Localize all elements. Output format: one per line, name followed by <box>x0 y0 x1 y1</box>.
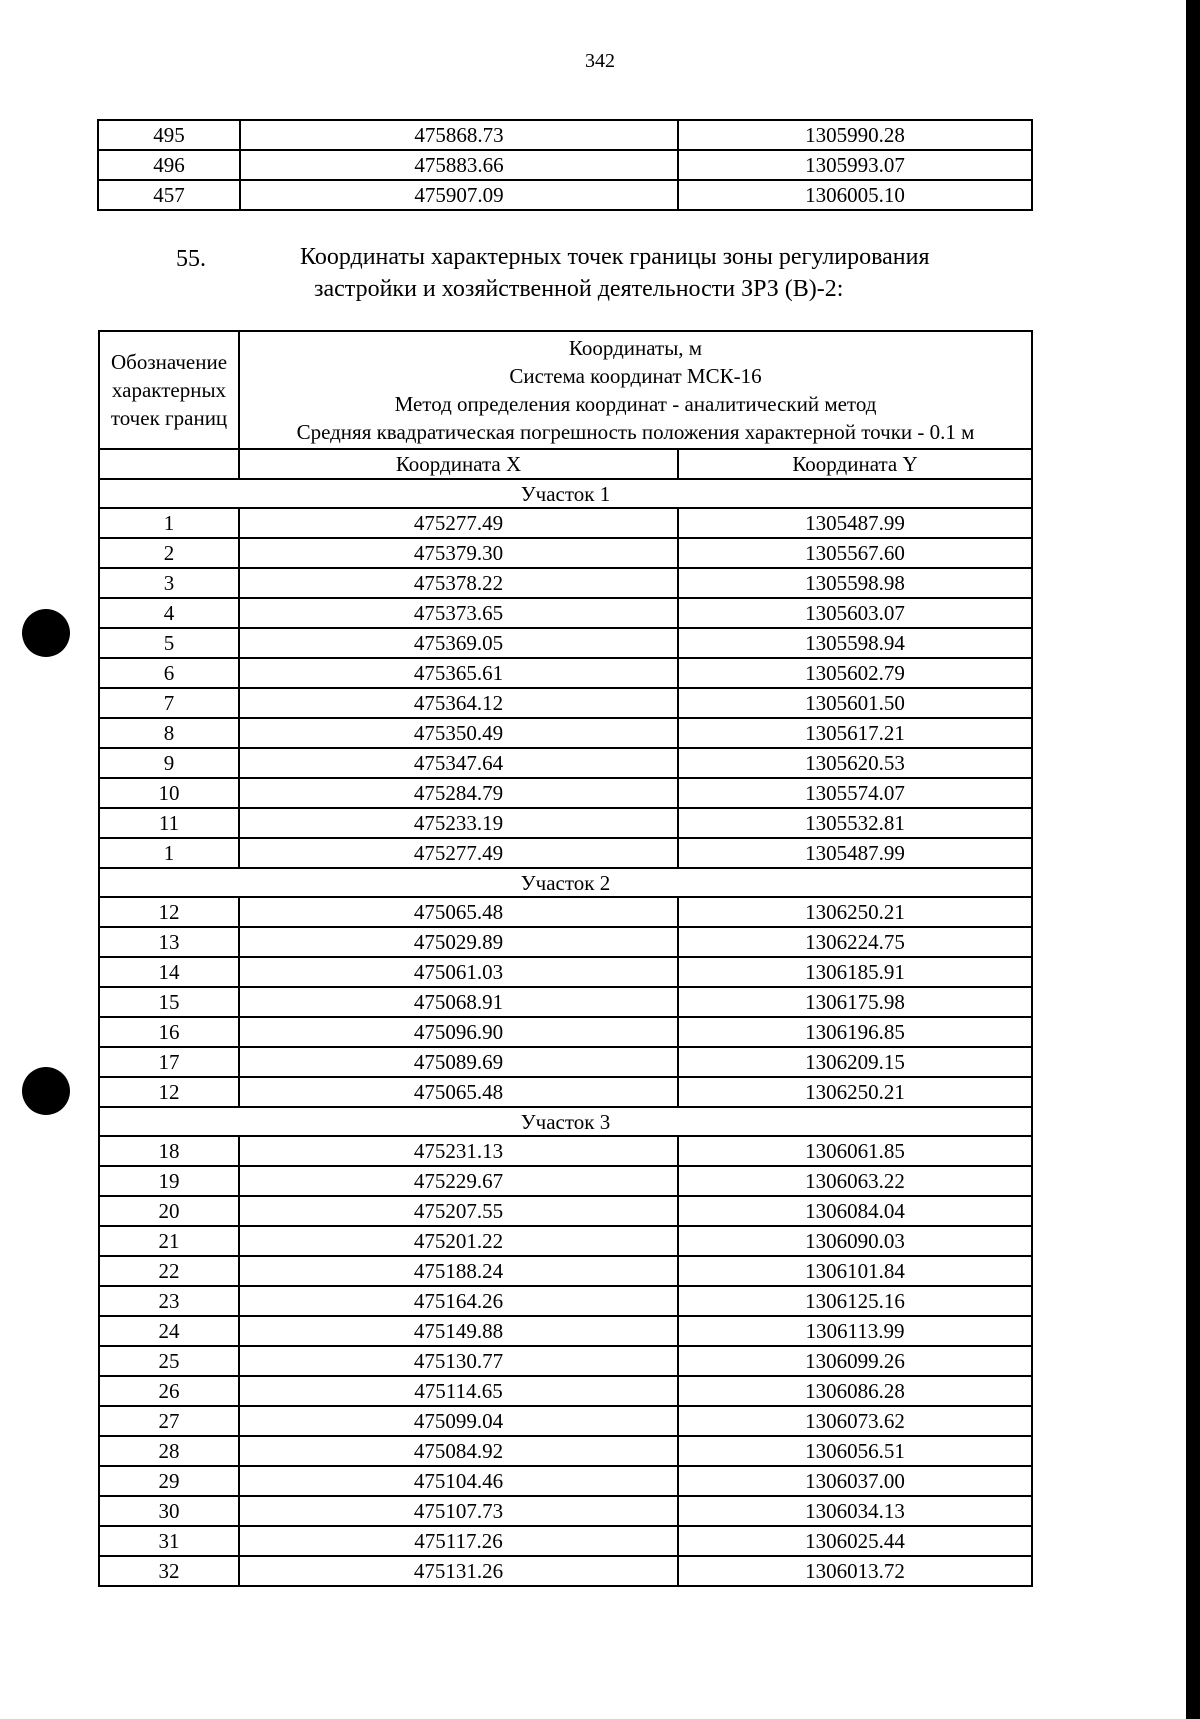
coordinate-x: 475229.67 <box>239 1166 678 1196</box>
coordinate-y: 1306034.13 <box>678 1496 1032 1526</box>
table-row <box>99 598 1032 628</box>
coordinate-x: 475277.49 <box>239 508 678 538</box>
table-row <box>99 1496 1032 1526</box>
coordinate-x: 475104.46 <box>239 1466 678 1496</box>
point-number: 8 <box>99 718 239 748</box>
coordinate-y-header: Координата Y <box>678 449 1032 479</box>
coordinate-x: 475065.48 <box>239 897 678 927</box>
table-row <box>98 180 1032 210</box>
coordinate-x: 475117.26 <box>239 1526 678 1556</box>
table-row <box>99 778 1032 808</box>
table-row <box>99 897 1032 927</box>
coordinate-x: 475164.26 <box>239 1286 678 1316</box>
point-number: 1 <box>99 838 239 868</box>
part-name: Участок 2 <box>99 868 1032 897</box>
coordinate-x: 475207.55 <box>239 1196 678 1226</box>
coordinate-x: 475099.04 <box>239 1406 678 1436</box>
coordinate-x: 475149.88 <box>239 1316 678 1346</box>
section-title-line-2: застройки и хозяйственной деятельности ЗРЗ (В)-2: <box>314 276 844 302</box>
table-row <box>99 1017 1032 1047</box>
coordinate-y: 1305620.53 <box>678 748 1032 778</box>
coordinate-y: 1306090.03 <box>678 1226 1032 1256</box>
coordinate-y: 1306013.72 <box>678 1556 1032 1586</box>
coordinate-y: 1306125.16 <box>678 1286 1032 1316</box>
coordinate-y: 1305990.28 <box>678 120 1032 150</box>
coordinate-x: 475131.26 <box>239 1556 678 1586</box>
table-row <box>99 748 1032 778</box>
info-line: Средняя квадратическая погрешность положения характерной точки - 0.1 м <box>296 420 975 444</box>
coordinate-y: 1305487.99 <box>678 838 1032 868</box>
info-line: Система координат МСК-16 <box>509 364 762 388</box>
point-number: 26 <box>99 1376 239 1406</box>
coordinate-y: 1305993.07 <box>678 150 1032 180</box>
coordinate-y: 1306037.00 <box>678 1466 1032 1496</box>
coordinate-system-info <box>239 331 1032 449</box>
point-number: 9 <box>99 748 239 778</box>
point-number: 496 <box>98 150 240 180</box>
coordinate-x: 475188.24 <box>239 1256 678 1286</box>
point-number: 1 <box>99 508 239 538</box>
info-line: Метод определения координат - аналитический метод <box>394 392 877 416</box>
coordinate-y: 1306185.91 <box>678 957 1032 987</box>
table-row <box>99 987 1032 1017</box>
point-number: 6 <box>99 658 239 688</box>
coordinate-x: 475907.09 <box>240 180 678 210</box>
coordinate-y: 1306250.21 <box>678 897 1032 927</box>
coordinate-x: 475107.73 <box>239 1496 678 1526</box>
coordinate-x: 475084.92 <box>239 1436 678 1466</box>
empty-header-cell <box>99 449 239 479</box>
coordinate-y: 1306005.10 <box>678 180 1032 210</box>
coordinate-y: 1306061.85 <box>678 1136 1032 1166</box>
point-designation-header: Обозначение характерных точек границ <box>99 331 239 449</box>
coordinate-x: 475378.22 <box>239 568 678 598</box>
point-number: 20 <box>99 1196 239 1226</box>
info-line: Координаты, м <box>568 336 703 360</box>
part-header-row <box>99 1107 1032 1136</box>
section-title <box>300 241 1100 305</box>
table-row <box>99 1436 1032 1466</box>
point-number: 19 <box>99 1166 239 1196</box>
coordinate-x: 475201.22 <box>239 1226 678 1256</box>
point-number: 457 <box>98 180 240 210</box>
table-row <box>99 1047 1032 1077</box>
point-number: 22 <box>99 1256 239 1286</box>
point-number: 27 <box>99 1406 239 1436</box>
table-row <box>99 688 1032 718</box>
coordinate-x: 475883.66 <box>240 150 678 180</box>
table-row <box>99 1316 1032 1346</box>
part-header-row <box>99 479 1032 508</box>
coordinate-x: 475365.61 <box>239 658 678 688</box>
coordinate-x: 475130.77 <box>239 1346 678 1376</box>
coordinate-y: 1306073.62 <box>678 1406 1032 1436</box>
table-row <box>99 1166 1032 1196</box>
point-number: 13 <box>99 927 239 957</box>
table-row <box>99 718 1032 748</box>
table-row <box>99 1077 1032 1107</box>
coordinate-y: 1306063.22 <box>678 1166 1032 1196</box>
coordinate-x: 475350.49 <box>239 718 678 748</box>
coordinate-x: 475114.65 <box>239 1376 678 1406</box>
table-row <box>99 838 1032 868</box>
point-number: 24 <box>99 1316 239 1346</box>
coordinate-x: 475065.48 <box>239 1077 678 1107</box>
previous-coordinates-table <box>97 119 1033 211</box>
table-row <box>99 1346 1032 1376</box>
coordinate-x: 475369.05 <box>239 628 678 658</box>
point-number: 31 <box>99 1526 239 1556</box>
table-row <box>99 1376 1032 1406</box>
point-number: 18 <box>99 1136 239 1166</box>
table-row <box>99 927 1032 957</box>
table-row <box>99 508 1032 538</box>
coordinate-y: 1305574.07 <box>678 778 1032 808</box>
coordinate-x: 475096.90 <box>239 1017 678 1047</box>
point-number: 30 <box>99 1496 239 1526</box>
coordinate-y: 1305603.07 <box>678 598 1032 628</box>
part-name: Участок 3 <box>99 1107 1032 1136</box>
table-row <box>99 1136 1032 1166</box>
coordinate-x: 475089.69 <box>239 1047 678 1077</box>
table-row <box>99 1256 1032 1286</box>
coordinate-y: 1305602.79 <box>678 658 1032 688</box>
coordinate-y: 1305567.60 <box>678 538 1032 568</box>
section-title-line-1: Координаты характерных точек границы зоны регулирования <box>300 244 930 270</box>
coordinate-x: 475347.64 <box>239 748 678 778</box>
coordinate-y: 1306099.26 <box>678 1346 1032 1376</box>
coordinate-x: 475233.19 <box>239 808 678 838</box>
point-number: 14 <box>99 957 239 987</box>
column-header-row <box>99 449 1032 479</box>
coordinate-x: 475029.89 <box>239 927 678 957</box>
coordinate-y: 1306250.21 <box>678 1077 1032 1107</box>
point-number: 23 <box>99 1286 239 1316</box>
coordinate-x: 475379.30 <box>239 538 678 568</box>
coordinate-y: 1306084.04 <box>678 1196 1032 1226</box>
table-row <box>99 1466 1032 1496</box>
coordinate-y: 1306224.75 <box>678 927 1032 957</box>
table-row <box>99 1556 1032 1586</box>
coordinate-x: 475061.03 <box>239 957 678 987</box>
point-number: 12 <box>99 1077 239 1107</box>
point-number: 32 <box>99 1556 239 1586</box>
coordinates-table <box>98 330 1033 1587</box>
coordinate-x: 475068.91 <box>239 987 678 1017</box>
coordinate-x: 475364.12 <box>239 688 678 718</box>
punch-hole <box>22 1067 70 1115</box>
table-row <box>99 1526 1032 1556</box>
point-number: 2 <box>99 538 239 568</box>
coordinate-y: 1306025.44 <box>678 1526 1032 1556</box>
point-number: 7 <box>99 688 239 718</box>
table-row <box>99 658 1032 688</box>
coordinate-x: 475284.79 <box>239 778 678 808</box>
table-row <box>99 957 1032 987</box>
point-number: 10 <box>99 778 239 808</box>
point-number: 11 <box>99 808 239 838</box>
table-row <box>99 568 1032 598</box>
coordinate-y: 1305617.21 <box>678 718 1032 748</box>
part-name: Участок 1 <box>99 479 1032 508</box>
table-row <box>98 150 1032 180</box>
table-row <box>99 1226 1032 1256</box>
table-row <box>99 628 1032 658</box>
coordinate-y: 1305598.98 <box>678 568 1032 598</box>
coordinate-y: 1305598.94 <box>678 628 1032 658</box>
section-number: 55. <box>176 246 206 272</box>
point-number: 4 <box>99 598 239 628</box>
point-number: 5 <box>99 628 239 658</box>
coordinate-y: 1305601.50 <box>678 688 1032 718</box>
point-number: 15 <box>99 987 239 1017</box>
coordinate-x: 475373.65 <box>239 598 678 628</box>
punch-hole <box>22 609 70 657</box>
coordinate-y: 1305532.81 <box>678 808 1032 838</box>
table-row <box>99 808 1032 838</box>
coordinate-y: 1306056.51 <box>678 1436 1032 1466</box>
coordinate-x-header: Координата X <box>239 449 678 479</box>
coordinate-x: 475277.49 <box>239 838 678 868</box>
coordinate-y: 1305487.99 <box>678 508 1032 538</box>
coordinate-x: 475231.13 <box>239 1136 678 1166</box>
table-row <box>99 1286 1032 1316</box>
point-number: 17 <box>99 1047 239 1077</box>
table-row <box>99 1406 1032 1436</box>
coordinate-x: 475868.73 <box>240 120 678 150</box>
coordinate-y: 1306101.84 <box>678 1256 1032 1286</box>
point-number: 21 <box>99 1226 239 1256</box>
page-number: 342 <box>585 50 615 72</box>
point-number: 495 <box>98 120 240 150</box>
table-row <box>98 120 1032 150</box>
coordinate-y: 1306086.28 <box>678 1376 1032 1406</box>
part-header-row <box>99 868 1032 897</box>
point-number: 29 <box>99 1466 239 1496</box>
point-number: 25 <box>99 1346 239 1376</box>
point-number: 3 <box>99 568 239 598</box>
table-row <box>99 538 1032 568</box>
coordinate-y: 1306113.99 <box>678 1316 1032 1346</box>
point-number: 28 <box>99 1436 239 1466</box>
point-number: 12 <box>99 897 239 927</box>
coordinate-y: 1306196.85 <box>678 1017 1032 1047</box>
scan-edge <box>1186 0 1200 1719</box>
coordinate-y: 1306175.98 <box>678 987 1032 1017</box>
coordinate-y: 1306209.15 <box>678 1047 1032 1077</box>
table-row <box>99 1196 1032 1226</box>
header-row <box>99 331 1032 449</box>
point-number: 16 <box>99 1017 239 1047</box>
